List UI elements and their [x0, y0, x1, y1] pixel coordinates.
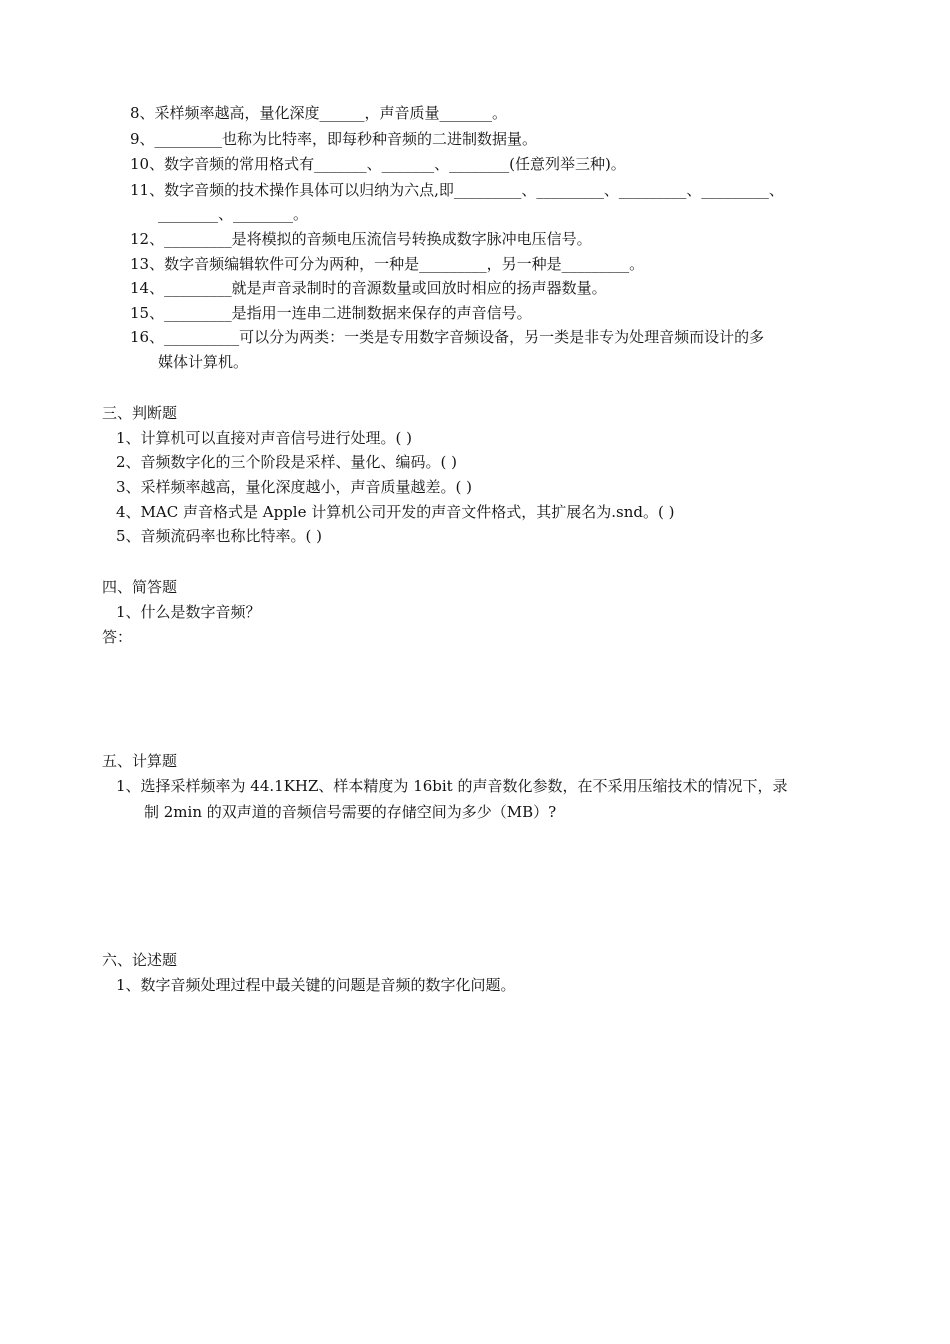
fill-item-15: 15、_________是指用一连串二进制数据来保存的声音信号。: [130, 304, 532, 322]
fill-item-8: 8、采样频率越高，量化深度______，声音质量_______。: [130, 104, 508, 122]
fill-item-10: 10、数字音频的常用格式有_______、_______、________(任意列举三种)。: [130, 155, 626, 173]
fill-item-13: 13、数字音频编辑软件可分为两种，一种是_________，另一种是_________。: [130, 255, 645, 273]
answer-label: 答：: [102, 628, 133, 646]
fill-item-11-continued: ________、________。: [158, 205, 309, 223]
judge-item-2: 2、音频数字化的三个阶段是采样、量化、编码。( ): [116, 453, 458, 471]
judge-item-5: 5、音频流码率也称比特率。( ): [116, 527, 323, 545]
calculation-item-1-continued: 制 2min 的双声道的音频信号需要的存储空间为多少（MB）?: [144, 803, 557, 821]
fill-item-14: 14、_________就是声音录制时的音源数量或回放时相应的扬声器数量。: [130, 279, 607, 297]
section-heading-essay: 六、论述题: [102, 951, 178, 969]
judge-item-3: 3、采样频率越高，量化深度越小，声音质量越差。( ): [116, 478, 473, 496]
fill-item-11: 11、数字音频的技术操作具体可以归纳为六点,即_________、_________、_________、_________、: [130, 181, 784, 199]
fill-item-12: 12、_________是将模拟的音频电压流信号转换成数字脉冲电压信号。: [130, 230, 592, 248]
section-heading-short-answer: 四、简答题: [102, 578, 178, 596]
fill-item-16: 16、__________可以分为两类：一类是专用数字音频设备，另一类是非专为处理音频而设计的多: [130, 328, 765, 346]
calculation-item-1: 1、选择采样频率为 44.1KHZ、样本精度为 16bit 的声音数化参数，在不采用压缩技术的情况下，录: [116, 777, 788, 795]
section-heading-calculation: 五、计算题: [102, 752, 178, 770]
judge-item-1: 1、计算机可以直接对声音信号进行处理。( ): [116, 429, 413, 447]
fill-item-9: 9、_________也称为比特率，即每秒种音频的二进制数据量。: [130, 130, 538, 148]
essay-item-1: 1、数字音频处理过程中最关键的问题是音频的数字化问题。: [116, 976, 516, 994]
section-heading-judge: 三、判断题: [102, 404, 178, 422]
judge-item-4: 4、MAC 声音格式是 Apple 计算机公司开发的声音文件格式，其扩展名为.snd。( ): [116, 503, 675, 521]
short-answer-item-1: 1、什么是数字音频？: [116, 603, 261, 621]
fill-item-16-continued: 媒体计算机。: [158, 353, 249, 371]
